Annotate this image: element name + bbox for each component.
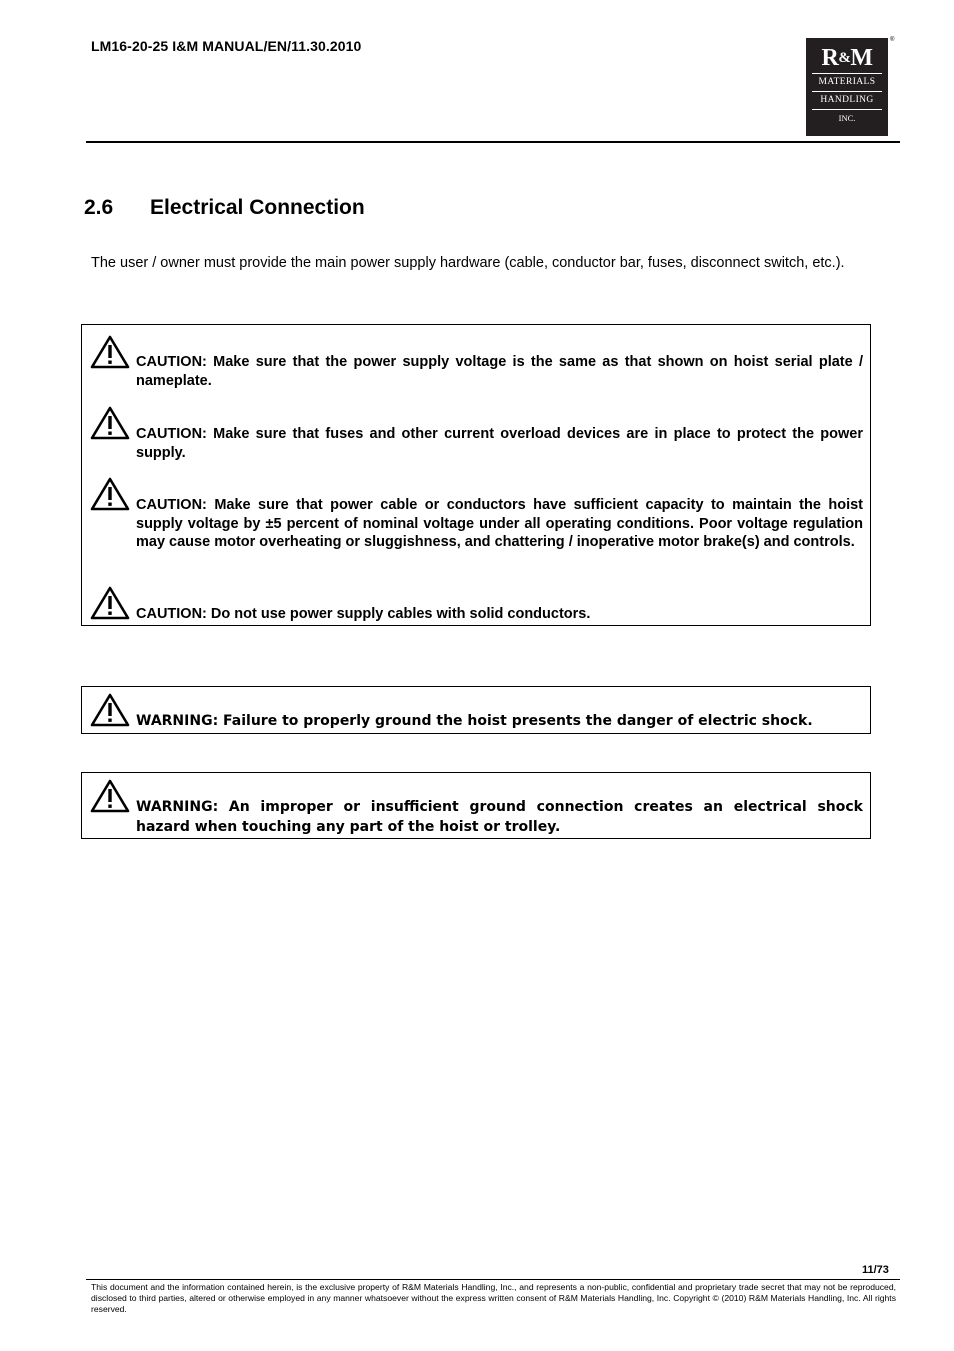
company-logo — [806, 38, 888, 136]
warning-triangle-icon — [90, 335, 130, 369]
section-title: Electrical Connection — [150, 196, 365, 219]
warning-box — [81, 772, 871, 839]
caution-box — [81, 324, 871, 626]
caution-text: CAUTION: Make sure that fuses and other current overload devices are in place to protect the power supply. — [136, 426, 863, 461]
section-heading — [84, 196, 365, 220]
caution-text: CAUTION: Make sure that the power supply voltage is the same as that shown on hoist serial plate / nameplate. — [136, 354, 863, 389]
warning-triangle-icon — [90, 477, 130, 511]
caution-text: CAUTION: Do not use power supply cables with solid conductors. — [136, 606, 591, 622]
page-number: 11/73 — [862, 1264, 889, 1276]
warning-triangle-icon — [90, 586, 130, 620]
header-divider — [86, 141, 900, 143]
section-number: 2.6 — [84, 196, 114, 219]
logo-line-inc: INC. — [838, 113, 856, 123]
warning-text: WARNING: An improper or insufficient ground connection creates an electrical shock hazard when touching any part of the hoist or trolley. — [136, 799, 863, 835]
footer-divider — [86, 1279, 900, 1280]
legal-notice: This document and the information contained herein, is the exclusive property of R&M Materials Handling, Inc., and represents a non-public, confidential and proprietary trade secret that may not be reproduced, disclosed to third parties, altered or otherwise employed in any manner whatsoever without the express written consent of R&M Materials Handling, Inc. Copyright © (2010) R&M Materials Handling, Inc. All rights reserved. — [91, 1282, 896, 1314]
warning-text: WARNING: Failure to properly ground the hoist presents the danger of electric shock. — [136, 713, 813, 729]
warning-triangle-icon — [90, 693, 130, 727]
warning-triangle-icon — [90, 406, 130, 440]
warning-box — [81, 686, 871, 734]
logo-line-handling: HANDLING — [820, 95, 874, 105]
document-id: LM16-20-25 I&M MANUAL/EN/11.30.2010 — [91, 38, 362, 54]
caution-text: CAUTION: Make sure that power cable or conductors have sufficient capacity to maintain the hoist supply voltage by ±5 percent of nominal voltage under all operating conditions. Poor voltage regulation may cause motor overheating or sluggishness, and chattering / inoperative motor brake(s) and controls. — [136, 497, 863, 550]
logo-line-materials: MATERIALS — [818, 77, 876, 87]
warning-triangle-icon — [90, 779, 130, 813]
intro-paragraph: The user / owner must provide the main power supply hardware (cable, conductor bar, fuses, disconnect switch, etc.). — [91, 255, 845, 271]
registered-mark: ® — [890, 37, 895, 43]
logo-monogram: R&M — [821, 45, 873, 71]
